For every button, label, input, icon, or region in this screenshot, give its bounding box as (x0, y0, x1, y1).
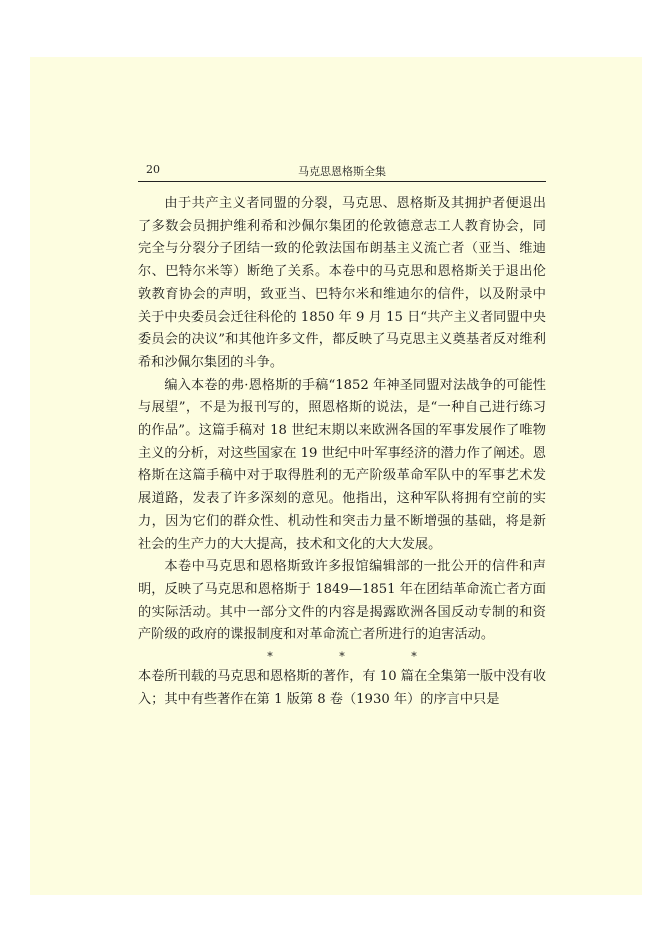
divider-asterisk: * (339, 650, 345, 664)
paragraph-4: 本卷所刊载的马克思和恩格斯的著作，有 10 篇在全集第一版中没有收入；其中有些著作在第 1 版第 8 卷（1930 年）的序言中只是 (138, 669, 546, 707)
divider-asterisk: * (411, 650, 417, 664)
page-number: 20 (146, 163, 160, 176)
divider-asterisk: * (267, 650, 273, 664)
running-title: 马克思恩格斯全集 (298, 165, 386, 178)
page-header (138, 159, 546, 182)
section-divider (138, 647, 546, 666)
paragraph-2: 编入本卷的弗·恩格斯的手稿“1852 年神圣同盟对法战争的可能性与展望”，不是为报刊写的，照恩格斯的说法，是“一种自己进行练习的作品”。这篇手稿对 18 世纪末期以来欧洲各国的军事发展作了唯物主义的分析，对这些国家在 19 世纪中叶军事经济的潜力作了阐述。恩格斯在这篇手稿中对于取得胜利的无产阶级革命军队中的军事艺术发展道路，发表了许多深刻的意见。他指出，这种军队将拥有空前的实力，因为它们的群众性、机动性和突击力量不断增强的基础，将是新社会的生产力的大大提高，技术和文化的大大发展。 (138, 377, 546, 552)
paragraph-3: 本卷中马克思和恩格斯致许多报馆编辑部的一批公开的信件和声明，反映了马克思和恩格斯于 1849—1851 年在团结革命流亡者方面的实际活动。其中一部分文件的内容是揭露欧洲各国反动专制的和资产阶级的政府的谍报制度和对革命流亡者所进行的迫害活动。 (138, 559, 546, 643)
paragraph-1: 由于共产主义者同盟的分裂，马克思、恩格斯及其拥护者便退出了多数会员拥护维利希和沙佩尔集团的伦敦德意志工人教育协会，同完全与分裂分子团结一致的伦敦法国布朗基主义流亡者（亚当、维迪尔、巴特尔米等）断绝了关系。本卷中的马克思和恩格斯关于退出伦敦教育协会的声明，致亚当、巴特尔米和维迪尔的信件，以及附录中关于中央委员会迁往科伦的 1850 年 9 月 15 日“共产主义者同盟中央委员会的决议”和其他许多文件，都反映了马克思主义奠基者反对维利希和沙佩尔集团的斗争。 (138, 196, 546, 370)
body-text (138, 193, 546, 711)
